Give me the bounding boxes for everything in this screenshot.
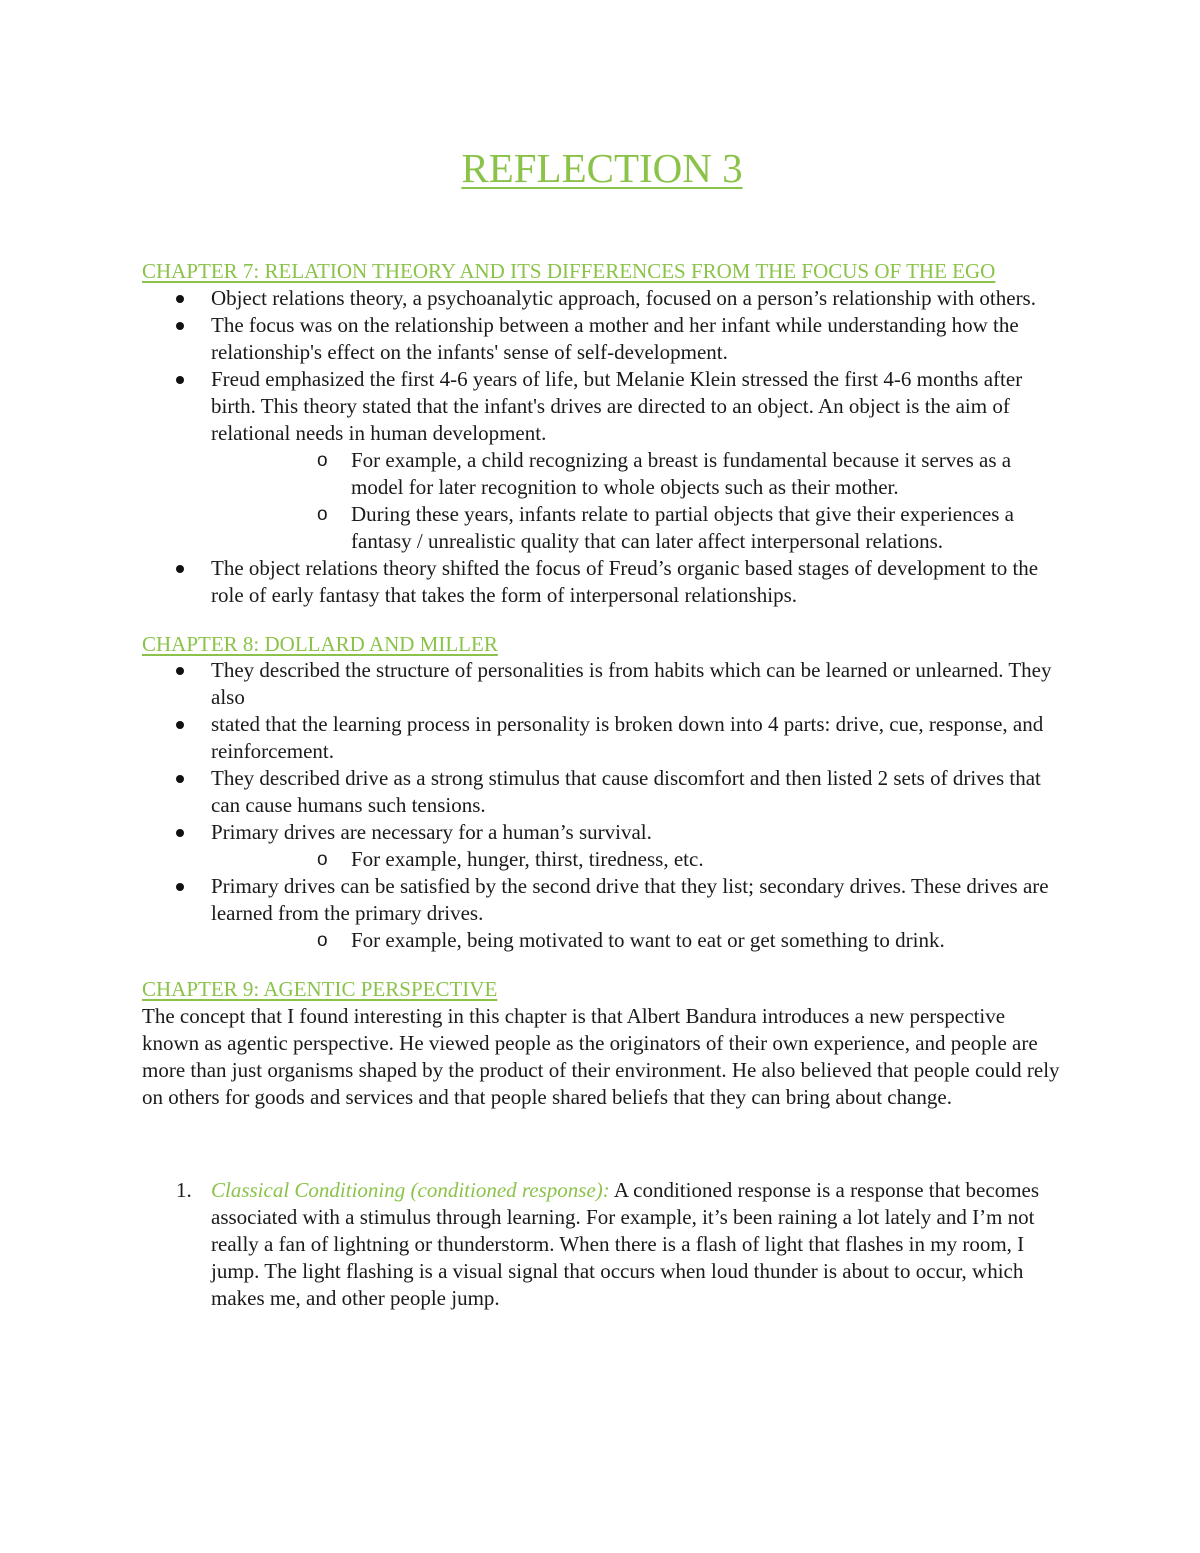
term-label: Classical Conditioning (conditioned response): bbox=[211, 1177, 610, 1202]
list-item-text: The object relations theory shifted the focus of Freud’s organic based stages of development to the role of early fantasy that takes the form of interpersonal relationships. bbox=[211, 555, 1039, 607]
sub-list-item bbox=[211, 846, 1062, 873]
sub-list-item-text: For example, a child recognizing a breast is fundamental because it serves as a model for later recognition to whole objects such as their mother. bbox=[351, 447, 1012, 499]
list-item-text: They described the structure of personalities is from habits which can be learned or unlearned. They also bbox=[211, 658, 1052, 709]
sub-list-item bbox=[211, 927, 1062, 954]
sub-bullet-list bbox=[211, 447, 1062, 555]
list-item-text: Object relations theory, a psychoanalytic approach, focused on a person’s relationship with others. bbox=[211, 285, 1036, 310]
list-item bbox=[142, 873, 1062, 954]
list-item-text: They described drive as a strong stimulus that cause discomfort and then listed 2 sets of drives that can cause humans such tensions. bbox=[211, 766, 1041, 817]
sub-list-item bbox=[211, 501, 1062, 555]
list-item bbox=[142, 765, 1062, 819]
list-item bbox=[142, 819, 1062, 873]
list-item-text: Primary drives can be satisfied by the second drive that they list; secondary drives. These drives are learned from the primary drives. bbox=[211, 874, 1049, 925]
section-heading: CHAPTER 8: DOLLARD AND MILLER bbox=[142, 631, 498, 656]
sub-bullet-list bbox=[211, 927, 1062, 954]
list-item bbox=[142, 366, 1062, 555]
list-item-text: Freud emphasized the first 4-6 years of life, but Melanie Klein stressed the first 4-6 months after birth. This theory stated that the infant's drives are directed to an object. An object is the aim of relational needs in human development. bbox=[211, 366, 1023, 445]
section-chapter-8 bbox=[142, 631, 1062, 955]
sub-list-item-text: During these years, infants relate to partial objects that give their experiences a fantasy / unrealistic quality that can later affect interpersonal relations. bbox=[351, 501, 1014, 553]
term-definition: A conditioned response is a response that becomes associated with a stimulus through learning. For example, it’s been raining a lot lately and I’m not really a fan of lightning or thunderstorm. When there is a flash of light that flashes in my room, I jump. The light flashing is a visual signal that occurs when loud thunder is about to occur, which makes me, and other people jump. bbox=[211, 1177, 1040, 1310]
list-item bbox=[142, 312, 1062, 366]
sub-bullet-list bbox=[211, 846, 1062, 873]
sub-list-item-text: For example, being motivated to want to eat or get something to drink. bbox=[351, 928, 945, 952]
document-title: REFLECTION 3 bbox=[461, 145, 743, 191]
numbered-list bbox=[142, 1177, 1062, 1312]
list-item bbox=[142, 555, 1062, 609]
list-item bbox=[142, 285, 1062, 312]
sub-list-item bbox=[211, 447, 1062, 501]
bullet-list bbox=[142, 285, 1062, 609]
sub-list-item-text: For example, hunger, thirst, tiredness, etc. bbox=[351, 847, 704, 871]
list-item bbox=[142, 711, 1062, 765]
section-chapter-7 bbox=[142, 258, 1062, 609]
list-item bbox=[142, 657, 1062, 711]
list-number: 1. bbox=[176, 1177, 192, 1202]
section-heading: CHAPTER 7: RELATION THEORY AND ITS DIFFERENCES FROM THE FOCUS OF THE EGO bbox=[142, 259, 996, 283]
section-chapter-9 bbox=[142, 976, 1062, 1111]
section-paragraph: The concept that I found interesting in this chapter is that Albert Bandura introduces a new perspective known as agentic perspective. He viewed people as the originators of their own experience, and people are more than just organisms shaped by the product of their environment. He also believed that people could rely on others for goods and services and that people shared beliefs that they can bring about change. bbox=[142, 1003, 1060, 1109]
numbered-list-item bbox=[142, 1177, 1062, 1312]
list-item-text: Primary drives are necessary for a human’s survival. bbox=[211, 820, 652, 844]
list-item-text: The focus was on the relationship between a mother and her infant while understanding how the relationship's effect on the infants' sense of self-development. bbox=[211, 312, 1019, 364]
document-page bbox=[142, 140, 1062, 1312]
list-item-text: stated that the learning process in personality is broken down into 4 parts: drive, cue, response, and reinforcement. bbox=[211, 712, 1044, 763]
section-heading: CHAPTER 9: AGENTIC PERSPECTIVE bbox=[142, 977, 498, 1001]
bullet-list bbox=[142, 657, 1062, 954]
